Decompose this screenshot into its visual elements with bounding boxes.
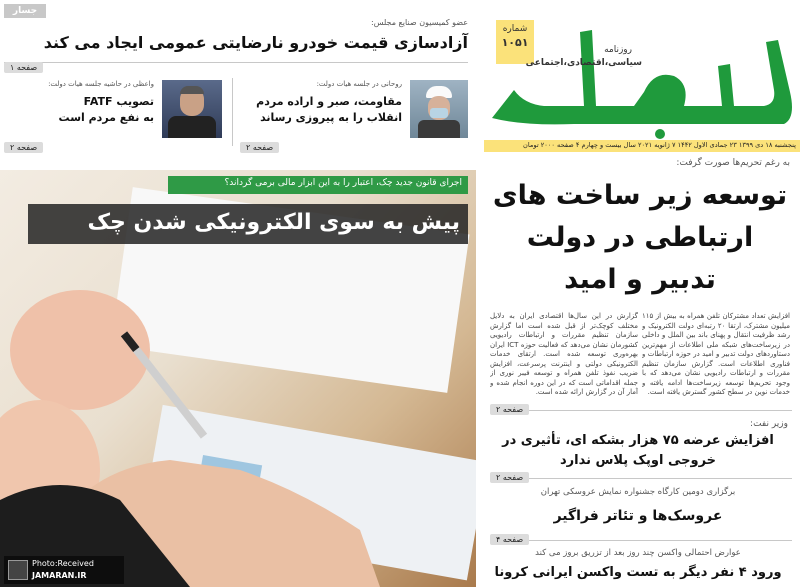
lead-kicker: به رغم تحریم‌ها صورت گرفت: [676, 158, 790, 168]
story2-line1: افزایش عرضه ۷۵ هزار بشکه ای، تأثیری در [502, 433, 774, 448]
credit-line2: JAMARAN.IR [32, 571, 87, 580]
story3-rule [490, 540, 792, 541]
photo-credit [4, 556, 124, 584]
cheque-photo [0, 170, 476, 587]
rouhani-line1: مقاومت، صبر و اراده مردم [256, 95, 402, 108]
rouhani-page-tag: صفحه ۲ [240, 142, 279, 153]
credit-logo-icon [8, 560, 28, 580]
lead-page-tag: صفحه ۲ [490, 404, 529, 415]
story2-rule [490, 478, 792, 479]
top-badge-text: جسار [12, 6, 38, 16]
paper-type: روزنامه [604, 45, 632, 55]
lead-rule [490, 410, 792, 411]
story2-line2: خروجی اوپک پلاس ندارد [559, 453, 717, 468]
story2-kicker: وزیر نفت: [750, 419, 788, 429]
vaezi-line1: تصویب FATF [83, 95, 154, 108]
top-story-kicker: عضو کمیسیون صنایع مجلس: [371, 18, 468, 27]
story4-headline: ورود ۴ نفر دیگر به تست واکسن ایرانی کرونا [494, 565, 782, 580]
photo-kicker: اجرای قانون جدید چک، اعتبار را به این ابزار مالی برمی گرداند؟ [224, 178, 462, 188]
story3-kicker: برگزاری دومین کارگاه جشنواره نمایش عروسکی تهران [540, 487, 736, 497]
issue-number: ۱۰۵۱ [501, 36, 529, 49]
rouhani-box [240, 76, 472, 152]
story3-headline: عروسک‌ها و تئاتر فراگیر [553, 508, 723, 524]
top-story-headline: آزادسازی قیمت خودرو نارضایتی عمومی ایجاد می کند [43, 33, 468, 52]
issue-label: شماره [502, 24, 528, 34]
dateline: پنجشنبه ۱۸ دی ۱۳۹۹ ۲۳ جمادی الاول ۱۴۴۲ ۷ ژانویه ۲۰۲۱ سال بیست و چهارم ۴ صفحه ۲۰۰۰ تومان [523, 141, 796, 149]
paper-subtitle: سیاسی،اقتصادی،اجتماعی [525, 58, 642, 68]
vaezi-line2: به نفع مردم است [58, 111, 154, 124]
credit-line1: Photo:Received [32, 559, 94, 568]
top-box-divider [232, 78, 233, 146]
rouhani-kicker: روحانی در جلسه هیات دولت: [316, 80, 402, 88]
story2-page-tag: صفحه ۲ [490, 472, 529, 483]
top-badge [4, 4, 46, 18]
vaezi-page-tag: صفحه ۲ [4, 142, 43, 153]
lead-headline-3: تدبیر و امید [564, 264, 716, 295]
story4-kicker: عوارض احتمالی واکسن چند روز بعد از تزریق بروز می کند [535, 548, 741, 558]
vaezi-kicker: واعظی در حاشیه جلسه هیات دولت: [48, 80, 154, 88]
lead-body-right: افزایش تعداد مشترکان تلفن همراه به بیش از ۱۱۵ میلیون مشترک، ارتقا ۲۰ رتبه‌ای دولت الکترونیک و رشد ظرفیت انتقال و پهنای باند بین الملل و داخلی در زیرساخت‌های شبکه ملی اطلاعات از مهم‌ترین دستاوردهای دولت تدبیر و امید در حوزه ارتباطات و فناوری اطلاعات است. گزارش سازمان تنظیم مقررات و ارتباطات رادیویی نشان می‌دهد که با وجود تحریم‌ها توسعه زیرساخت‌ها ادامه یافته و خدمات نوین در سطح کشور گسترش یافته است. [642, 312, 790, 396]
lead-body-left: گزارش در این سال‌ها اقتصادی ایران به دلایل مختلف کوچک‌تر از قبل شده است اما گزارش سازمان تنظیم مقررات و ارتباطات رادیویی کشورمان نشان می‌دهد که فعالیت حوزه ICT ایران بهره‌وری توسعه شده است. ارتقای خدمات الکترونیکی دولتی و اینترنت پرسرعت، افزایش ضریب نفوذ تلفن همراه و توسعه فیبر نوری از جمله اقداماتی است که در این دوره انجام شده و آمار آن در گزارش ارائه شده است. [490, 312, 638, 396]
top-story-rule [4, 62, 468, 63]
story3-page-tag: صفحه ۴ [490, 534, 529, 545]
photo-headline: پیش به سوی الکترونیکی شدن چک [87, 210, 460, 235]
lead-headline-2: ارتباطی در دولت [526, 222, 754, 253]
vaezi-box [4, 76, 226, 152]
top-story-page-tag: صفحه ۱ [4, 62, 43, 73]
lead-headline-1: توسعه زیر ساخت های [492, 180, 788, 211]
rouhani-line2: انقلاب را به پیروزی رساند [260, 111, 402, 124]
masthead [484, 0, 800, 150]
vaezi-photo [162, 80, 222, 138]
rouhani-photo [410, 80, 468, 138]
